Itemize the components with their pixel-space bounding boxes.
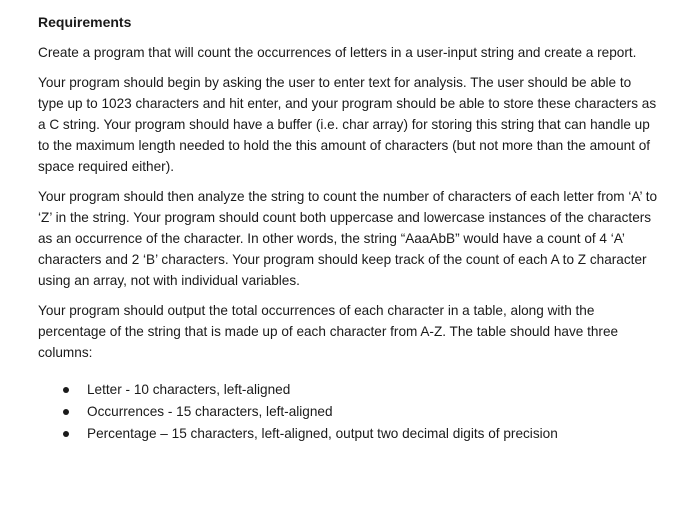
paragraph-output: Your program should output the total occurrences of each character in a table, along with the percentage of the string that is made up of each character from A-Z. The table should have three columns: xyxy=(38,303,619,360)
list-item-text: Letter - 10 characters, left-aligned xyxy=(87,382,291,397)
column-spec-list xyxy=(38,379,660,445)
bullet-icon xyxy=(63,387,69,393)
list-item xyxy=(38,379,660,401)
bullet-icon xyxy=(63,409,69,415)
paragraph-intro: Create a program that will count the occurrences of letters in a user-input string and create a report. xyxy=(38,45,637,60)
bullet-icon xyxy=(63,431,69,437)
list-item-text: Percentage – 15 characters, left-aligned, output two decimal digits of precision xyxy=(87,426,558,441)
document-body xyxy=(38,12,660,445)
paragraph-input: Your program should begin by asking the user to enter text for analysis. The user should be able to type up to 1023 characters and hit enter, and your program should be able to store these characters as a C string. Your program should have a buffer (i.e. char array) for storing this string that can handle up to the maximum length needed to hold the this amount of characters (but not more than the amount of space required either). xyxy=(38,75,657,174)
list-item-text: Occurrences - 15 characters, left-aligned xyxy=(87,404,333,419)
list-item xyxy=(38,423,660,445)
section-heading: Requirements xyxy=(38,14,132,30)
list-item xyxy=(38,401,660,423)
paragraph-analysis: Your program should then analyze the string to count the number of characters of each letter from ‘A’ to ‘Z’ in the string. Your program should count both uppercase and lowercase instances of the characters as an occurrence of the character. In other words, the string “AaaAbB” would have a count of 4 ‘A’ characters and 2 ‘B’ characters. Your program should keep track of the count of each A to Z character using an array, not with individual variables. xyxy=(38,189,658,288)
